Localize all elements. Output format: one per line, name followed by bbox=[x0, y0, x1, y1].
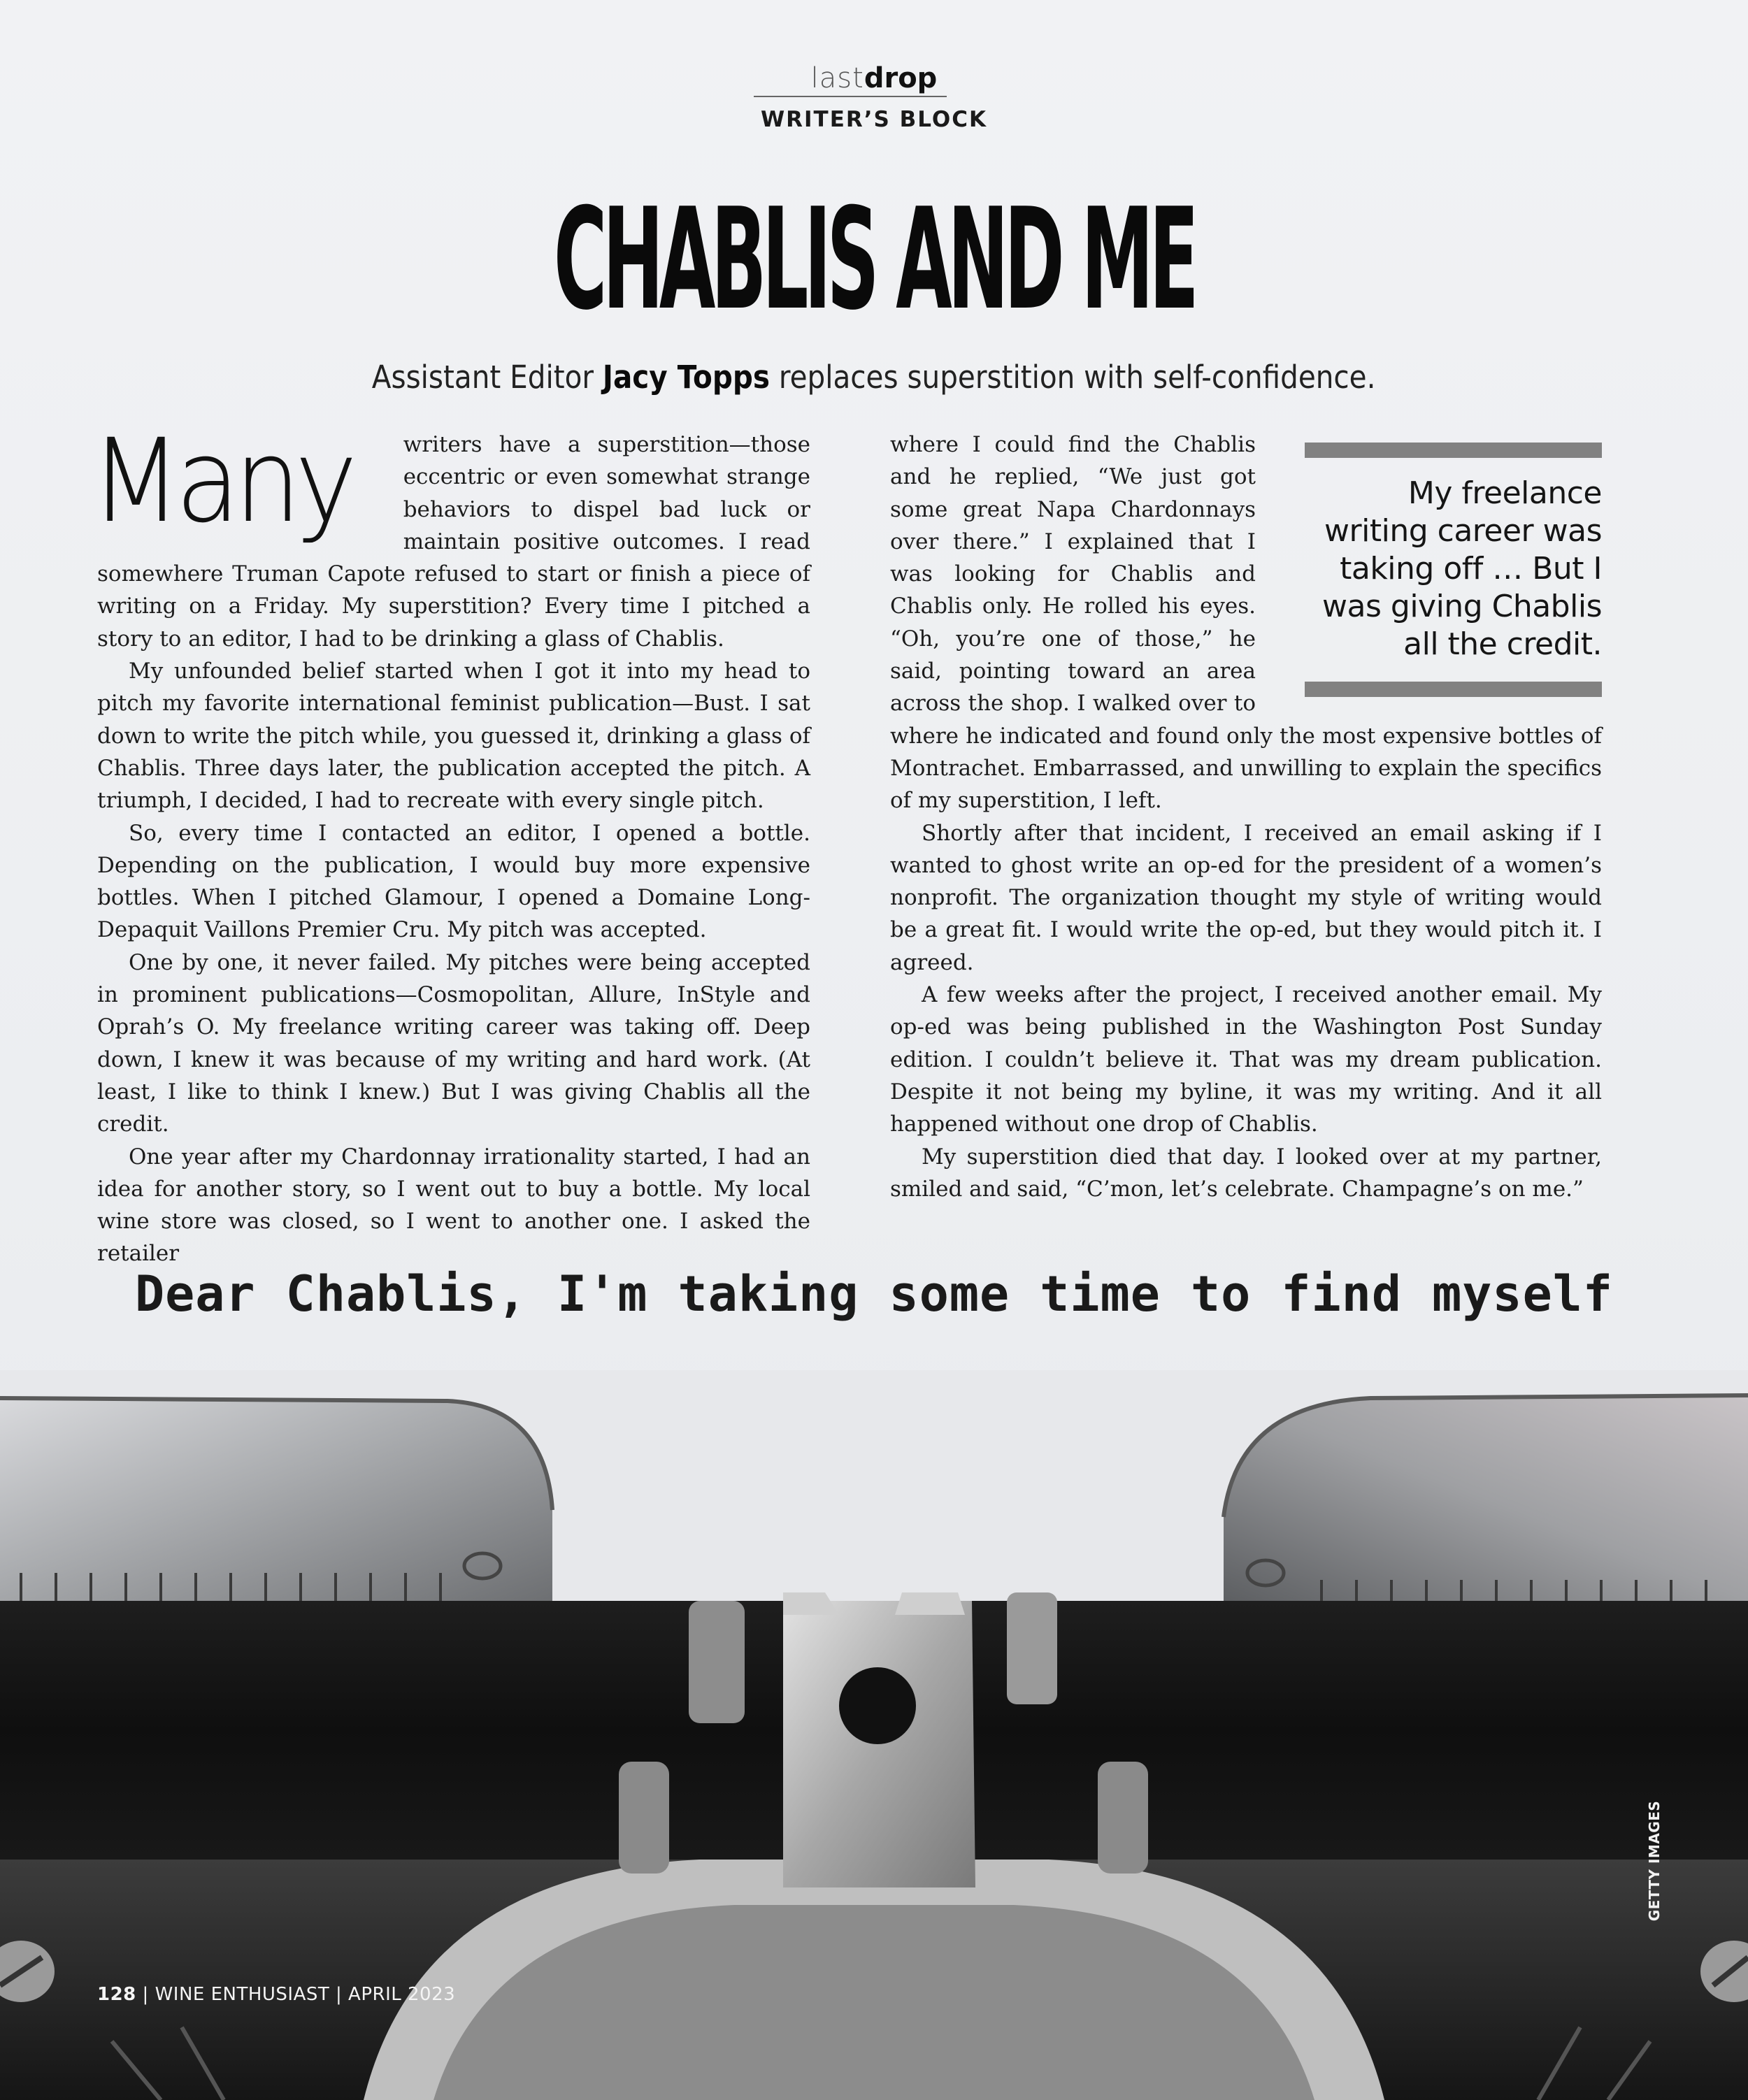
pull-quote-text: My freelance writing career was taking off … But I was giving Chablis all the credit. bbox=[1322, 475, 1602, 662]
drop-cap-word: Many bbox=[90, 414, 352, 548]
dek-after: replaces superstition with self-confidence. bbox=[770, 359, 1376, 396]
headline bbox=[0, 178, 1748, 341]
article-column-left bbox=[90, 414, 810, 1270]
article-paragraph: So, every time I contacted an editor, I opened a bottle. Depending on the publication, I would buy more expensive bottles. When I pitched Glamour, I opened a Domaine Long-Depaquit Vaillons Premier Cru. My pitch was accepted. bbox=[97, 820, 810, 943]
dek-before: Assistant Editor bbox=[372, 359, 603, 396]
typewriter-line: Dear Chablis, I'm taking some time to find myself bbox=[134, 1265, 1614, 1323]
article-column-right bbox=[890, 429, 1602, 1205]
article-paragraph: One by one, it never failed. My pitches were being accepted in prominent publications—Cosmopolitan, Allure, InStyle and Oprah’s O. My freelance writing career was taking off. Deep down, I knew it was because of my writing and hard work. (At least, I like to think I knew.) But I was giving Chablis all the credit. bbox=[97, 949, 810, 1137]
article-paragraph: A few weeks after the project, I received another email. My op-ed was being published in the Washington Post Sunday edition. I couldn’t believe it. That was my dream publication. Despite it not being my byline, it was my writing. And it all happened without one drop of Chablis. bbox=[890, 982, 1602, 1137]
section-brand bbox=[0, 62, 1748, 95]
pull-quote-top-bar bbox=[1305, 443, 1602, 458]
pull-quote bbox=[1305, 443, 1602, 697]
author-name: Jacy Topps bbox=[603, 359, 771, 396]
brand-bold: drop bbox=[864, 62, 938, 94]
headline-text: CHABLIS AND ME bbox=[553, 178, 1195, 341]
article-paragraph: My unfounded belief started when I got it into my head to pitch my favorite international feminist publication—Bust. I sat down to write the pitch while, you guessed it, drinking a glass of Chablis. Three days later, the publication accepted the pitch. A triumph, I decided, I had to recreate with every single pitch. bbox=[97, 659, 810, 814]
article-paragraph: writers have a superstition—those eccentric or even somewhat strange behaviors to dispel bad luck or maintain positive outcomes. I read somewhere Truman Capote refused to start or finish a piece of writing on a Friday. My superstition? Every time I pitched a story to an editor, I had to be drinking a glass of Chablis. bbox=[97, 432, 810, 652]
folio-publication: | WINE ENTHUSIAST | APRIL 2023 bbox=[136, 1984, 456, 2005]
article-paragraph: Shortly after that incident, I received an email asking if I wanted to ghost write an op-ed for the president of a women’s nonprofit. The organization thought my style of writing would be a great fit. I would write the op-ed, but they would pitch it. I agreed. bbox=[890, 820, 1602, 975]
article-paragraph: where I could find the Chablis and he replied, “We just got some great Napa Chardonnays over there.” I explained that I was looking for Chablis and Chablis only. He rolled his eyes. “Oh, you’re one of those,” he said, pointing toward an area across the shop. I walked over to where he indicated and found only the most expensive bottles of Montrachet. Embarrassed, and unwilling to explain the specifics of my superstition, I left. bbox=[890, 432, 1602, 814]
photo-credit bbox=[1633, 1762, 1661, 1971]
article-paragraph: My superstition died that day. I looked over at my partner, smiled and said, “C’mon, let’s celebrate. Champagne’s on me.” bbox=[890, 1144, 1602, 1202]
page-number: 128 bbox=[97, 1984, 136, 2005]
photo-credit-text: GETTY IMAGES bbox=[1646, 1800, 1663, 1922]
pull-quote-bottom-bar bbox=[1305, 682, 1602, 697]
brand-divider bbox=[754, 96, 947, 97]
dek bbox=[0, 353, 1748, 402]
brand-light: last bbox=[810, 62, 864, 94]
article-paragraph: One year after my Chardonnay irrationality started, I had an idea for another story, so I went out to buy a bottle. My local wine store was closed, so I went to another one. I asked the retailer bbox=[97, 1144, 810, 1267]
section-label: WRITER’S BLOCK bbox=[760, 107, 988, 132]
folio bbox=[97, 1984, 455, 2005]
